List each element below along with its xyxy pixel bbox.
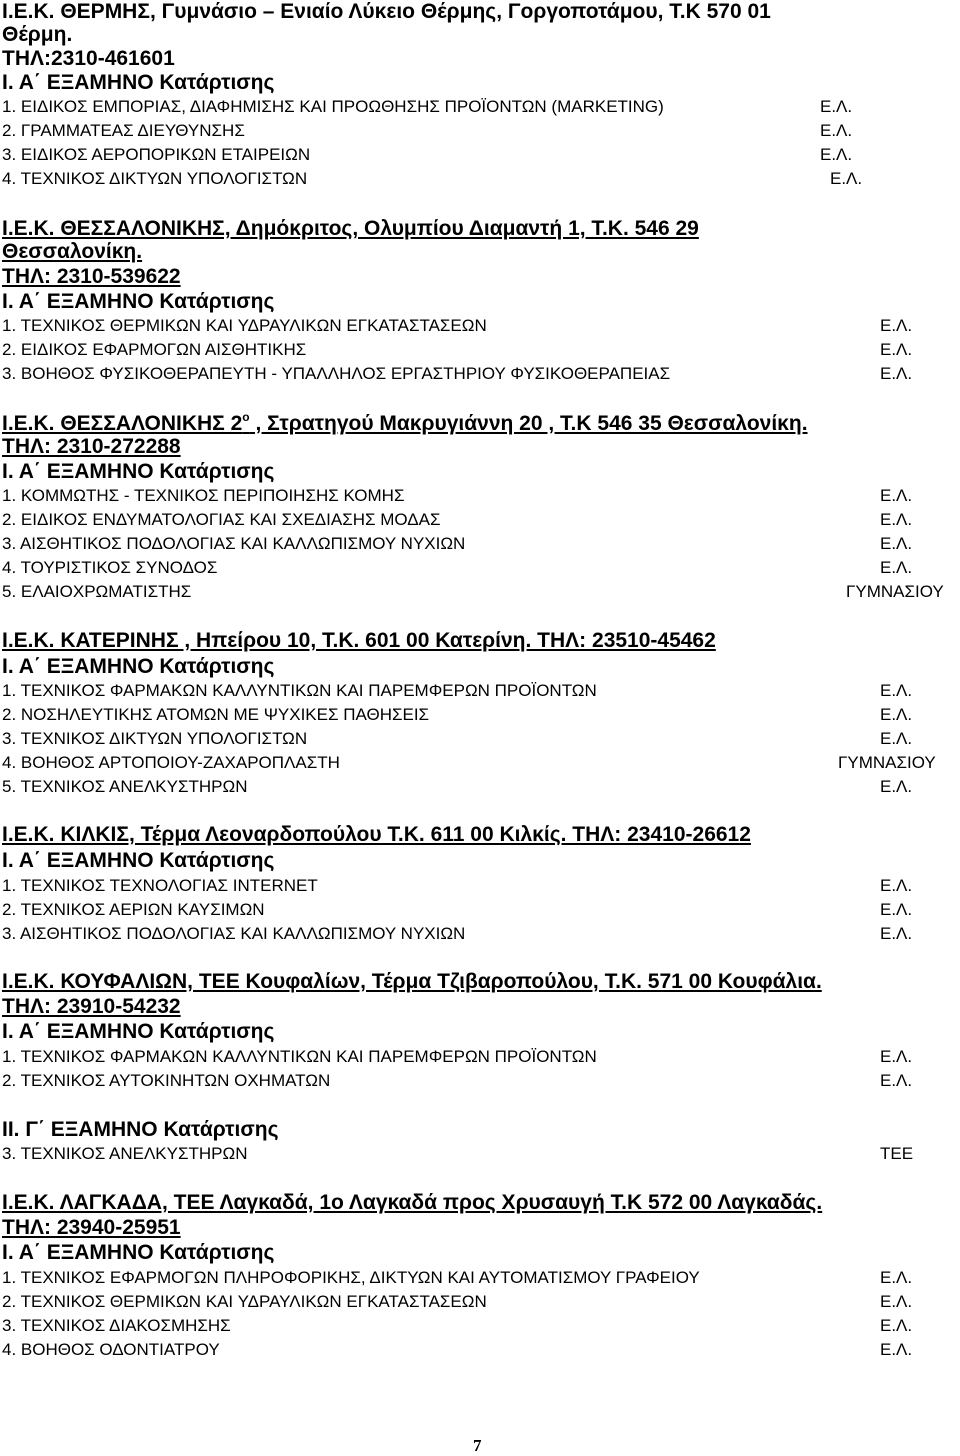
section-header: Ι.Ε.Κ. ΚΑΤΕΡΙΝΗΣ , Ηπείρου 10, Τ.Κ. 601 00 Κατερίνη. ΤΗΛ: 23510-45462: [2, 629, 716, 652]
section-phone: ΤΗΛ: 23940-25951: [2, 1216, 181, 1239]
item-tag: Ε.Λ.: [880, 705, 913, 724]
list-item: 4. ΤΟΥΡΙΣΤΙΚΟΣ ΣΥΝΟΔΟΣ: [2, 558, 218, 577]
semester-heading: Ι. Α΄ ΕΞΑΜΗΝΟ Κατάρτισης: [2, 655, 275, 678]
section-header-part: , Στρατηγού Μακρυγιάννη 20 , Τ.Κ 546 35 Θεσσαλονίκη.: [249, 412, 808, 435]
list-item: 4. ΒΟΗΘΟΣ ΟΔΟΝΤΙΑΤΡΟΥ: [2, 1340, 220, 1359]
list-item: 2. ΤΕΧΝΙΚΟΣ ΘΕΡΜΙΚΩΝ ΚΑΙ ΥΔΡΑΥΛΙΚΩΝ ΕΓΚΑΤΑΣΤΑΣΕΩΝ: [2, 1292, 487, 1311]
item-tag: Ε.Λ.: [880, 316, 913, 335]
item-tag: Ε.Λ.: [830, 169, 863, 188]
list-item: 1. ΤΕΧΝΙΚΟΣ ΘΕΡΜΙΚΩΝ ΚΑΙ ΥΔΡΑΥΛΙΚΩΝ ΕΓΚΑΤΑΣΤΑΣΕΩΝ: [2, 316, 487, 335]
section-phone: ΤΗΛ: 23910-54232: [2, 995, 181, 1018]
item-tag: Ε.Λ.: [880, 1268, 913, 1287]
list-item: 1. ΤΕΧΝΙΚΟΣ ΤΕΧΝΟΛΟΓΙΑΣ INTERNET: [2, 876, 318, 895]
list-item: 3. ΕΙΔΙΚΟΣ ΑΕΡΟΠΟΡΙΚΩΝ ΕΤΑΙΡΕΙΩΝ: [2, 145, 311, 164]
list-item: 1. ΕΙΔΙΚΟΣ ΕΜΠΟΡΙΑΣ, ΔΙΑΦΗΜΙΣΗΣ ΚΑΙ ΠΡΟΩΘΗΣΗΣ ΠΡΟΪΟΝΤΩΝ (MARKETING): [2, 97, 664, 116]
section-header-cont: Θέρμη.: [2, 23, 73, 46]
section-header: Ι.Ε.Κ. ΛΑΓΚΑΔΑ, ΤΕΕ Λαγκαδά, 1ο Λαγκαδά προς Χρυσαυγή Τ.Κ 572 00 Λαγκαδάς.: [2, 1191, 823, 1214]
item-tag: ΤΕΕ: [880, 1144, 914, 1163]
list-item: 2. ΕΙΔΙΚΟΣ ΕΦΑΡΜΟΓΩΝ ΑΙΣΘΗΤΙΚΗΣ: [2, 340, 307, 359]
item-tag: ΓΥΜΝΑΣΙΟΥ: [838, 753, 936, 772]
list-item: 3. ΑΙΣΘΗΤΙΚΟΣ ΠΟΔΟΛΟΓΙΑΣ ΚΑΙ ΚΑΛΛΩΠΙΣΜΟΥ ΝΥΧΙΩΝ: [2, 534, 466, 553]
list-item: 3. ΒΟΗΘΟΣ ΦΥΣΙΚΟΘΕΡΑΠΕΥΤΗ - ΥΠΑΛΛΗΛΟΣ ΕΡΓΑΣΤΗΡΙΟΥ ΦΥΣΙΚΟΘΕΡΑΠΕΙΑΣ: [2, 364, 671, 383]
item-tag: Ε.Λ.: [880, 510, 913, 529]
item-tag: Ε.Λ.: [880, 1340, 913, 1359]
item-tag: Ε.Λ.: [820, 145, 853, 164]
item-tag: Ε.Λ.: [880, 340, 913, 359]
section-header-cont: Θεσσαλονίκη.: [2, 240, 143, 263]
list-item: 3. ΑΙΣΘΗΤΙΚΟΣ ΠΟΔΟΛΟΓΙΑΣ ΚΑΙ ΚΑΛΛΩΠΙΣΜΟΥ ΝΥΧΙΩΝ: [2, 924, 466, 943]
section-header: Ι.Ε.Κ. ΚΙΛΚΙΣ, Τέρμα Λεοναρδοπούλου Τ.Κ. 611 00 Κιλκίς. ΤΗΛ: 23410-26612: [2, 823, 751, 846]
list-item: 5. ΤΕΧΝΙΚΟΣ ΑΝΕΛΚΥΣΤΗΡΩΝ: [2, 777, 248, 796]
item-tag: Ε.Λ.: [880, 1071, 913, 1090]
semester-heading: Ι. Α΄ ΕΞΑΜΗΝΟ Κατάρτισης: [2, 1241, 275, 1264]
list-item: 1. ΤΕΧΝΙΚΟΣ ΦΑΡΜΑΚΩΝ ΚΑΛΛΥΝΤΙΚΩΝ ΚΑΙ ΠΑΡΕΜΦΕΡΩΝ ΠΡΟΪΟΝΤΩΝ: [2, 681, 597, 700]
section-header: Ι.Ε.Κ. ΚΟΥΦΑΛΙΩΝ, ΤΕΕ Κουφαλίων, Τέρμα Τζιβαροπούλου, Τ.Κ. 571 00 Κουφάλια.: [2, 970, 822, 993]
list-item: 2. ΤΕΧΝΙΚΟΣ ΑΕΡΙΩΝ ΚΑΥΣΙΜΩΝ: [2, 900, 265, 919]
semester-heading: Ι. Α΄ ΕΞΑΜΗΝΟ Κατάρτισης: [2, 1020, 275, 1043]
list-item: 4. ΤΕΧΝΙΚΟΣ ΔΙΚΤΥΩΝ ΥΠΟΛΟΓΙΣΤΩΝ: [2, 169, 308, 188]
page-number: 7: [473, 1436, 482, 1455]
item-tag: Ε.Λ.: [880, 900, 913, 919]
item-tag: ΓΥΜΝΑΣΙΟΥ: [846, 582, 944, 601]
item-tag: Ε.Λ.: [880, 924, 913, 943]
semester-heading: Ι. Α΄ ΕΞΑΜΗΝΟ Κατάρτισης: [2, 460, 275, 483]
semester-heading: Ι. Α΄ ΕΞΑΜΗΝΟ Κατάρτισης: [2, 849, 275, 872]
item-tag: Ε.Λ.: [880, 1047, 913, 1066]
item-tag: Ε.Λ.: [880, 876, 913, 895]
semester-heading: Ι. Α΄ ΕΞΑΜΗΝΟ Κατάρτισης: [2, 71, 275, 94]
list-item: 4. ΒΟΗΘΟΣ ΑΡΤΟΠΟΙΟΥ-ΖΑΧΑΡΟΠΛΑΣΤΗ: [2, 753, 340, 772]
list-item: 1. ΤΕΧΝΙΚΟΣ ΦΑΡΜΑΚΩΝ ΚΑΛΛΥΝΤΙΚΩΝ ΚΑΙ ΠΑΡΕΜΦΕΡΩΝ ΠΡΟΪΟΝΤΩΝ: [2, 1047, 597, 1066]
item-tag: Ε.Λ.: [820, 97, 853, 116]
section-header-superscript: ο: [242, 410, 250, 424]
semester-heading: Ι. Α΄ ΕΞΑΜΗΝΟ Κατάρτισης: [2, 290, 275, 313]
list-item: 2. ΓΡΑΜΜΑΤΕΑΣ ΔΙΕΥΘΥΝΣΗΣ: [2, 121, 245, 140]
section-header: Ι.Ε.Κ. ΘΕΣΣΑΛΟΝΙΚΗΣ, Δημόκριτος, Ολυμπίου Διαμαντή 1, Τ.Κ. 546 29: [2, 217, 699, 240]
item-tag: Ε.Λ.: [880, 777, 913, 796]
list-item: 5. ΕΛΑΙΟΧΡΩΜΑΤΙΣΤΗΣ: [2, 582, 192, 601]
item-tag: Ε.Λ.: [880, 364, 913, 383]
list-item: 2. ΕΙΔΙΚΟΣ ΕΝΔΥΜΑΤΟΛΟΓΙΑΣ ΚΑΙ ΣΧΕΔΙΑΣΗΣ ΜΟΔΑΣ: [2, 510, 441, 529]
item-tag: Ε.Λ.: [880, 1292, 913, 1311]
item-tag: Ε.Λ.: [880, 1316, 913, 1335]
item-tag: Ε.Λ.: [880, 558, 913, 577]
section-phone: ΤΗΛ: 2310-272288: [2, 435, 181, 458]
list-item: 2. ΝΟΣΗΛΕΥΤΙΚΗΣ ΑΤΟΜΩΝ ΜΕ ΨΥΧΙΚΕΣ ΠΑΘΗΣΕΙΣ: [2, 705, 430, 724]
section-header-part: Ι.Ε.Κ. ΘΕΣΣΑΛΟΝΙΚΗΣ 2: [2, 412, 243, 435]
section-header: [2, 410, 808, 436]
section-header: Ι.Ε.Κ. ΘΕΡΜΗΣ, Γυμνάσιο – Ενιαίο Λύκειο Θέρμης, Γοργοποτάμου, Τ.Κ 570 01: [2, 0, 771, 23]
list-item: 3. ΤΕΧΝΙΚΟΣ ΔΙΑΚΟΣΜΗΣΗΣ: [2, 1316, 231, 1335]
list-item: 3. ΤΕΧΝΙΚΟΣ ΔΙΚΤΥΩΝ ΥΠΟΛΟΓΙΣΤΩΝ: [2, 729, 308, 748]
item-tag: Ε.Λ.: [880, 729, 913, 748]
list-item: 1. ΤΕΧΝΙΚΟΣ ΕΦΑΡΜΟΓΩΝ ΠΛΗΡΟΦΟΡΙΚΗΣ, ΔΙΚΤΥΩΝ ΚΑΙ ΑΥΤΟΜΑΤΙΣΜΟΥ ΓΡΑΦΕΙΟΥ: [2, 1268, 700, 1287]
item-tag: Ε.Λ.: [880, 681, 913, 700]
list-item: 2. ΤΕΧΝΙΚΟΣ ΑΥΤΟΚΙΝΗΤΩΝ ΟΧΗΜΑΤΩΝ: [2, 1071, 331, 1090]
section-phone: ΤΗΛ: 2310-539622: [2, 265, 181, 288]
semester-heading: ΙΙ. Γ΄ ΕΞΑΜΗΝΟ Κατάρτισης: [2, 1118, 279, 1141]
list-item: 1. ΚΟΜΜΩΤΗΣ - ΤΕΧΝΙΚΟΣ ΠΕΡΙΠΟΙΗΣΗΣ ΚΟΜΗΣ: [2, 486, 405, 505]
item-tag: Ε.Λ.: [820, 121, 853, 140]
section-phone: ΤΗΛ:2310-461601: [2, 47, 175, 70]
item-tag: Ε.Λ.: [880, 534, 913, 553]
item-tag: Ε.Λ.: [880, 486, 913, 505]
list-item: 3. ΤΕΧΝΙΚΟΣ ΑΝΕΛΚΥΣΤΗΡΩΝ: [2, 1144, 248, 1163]
